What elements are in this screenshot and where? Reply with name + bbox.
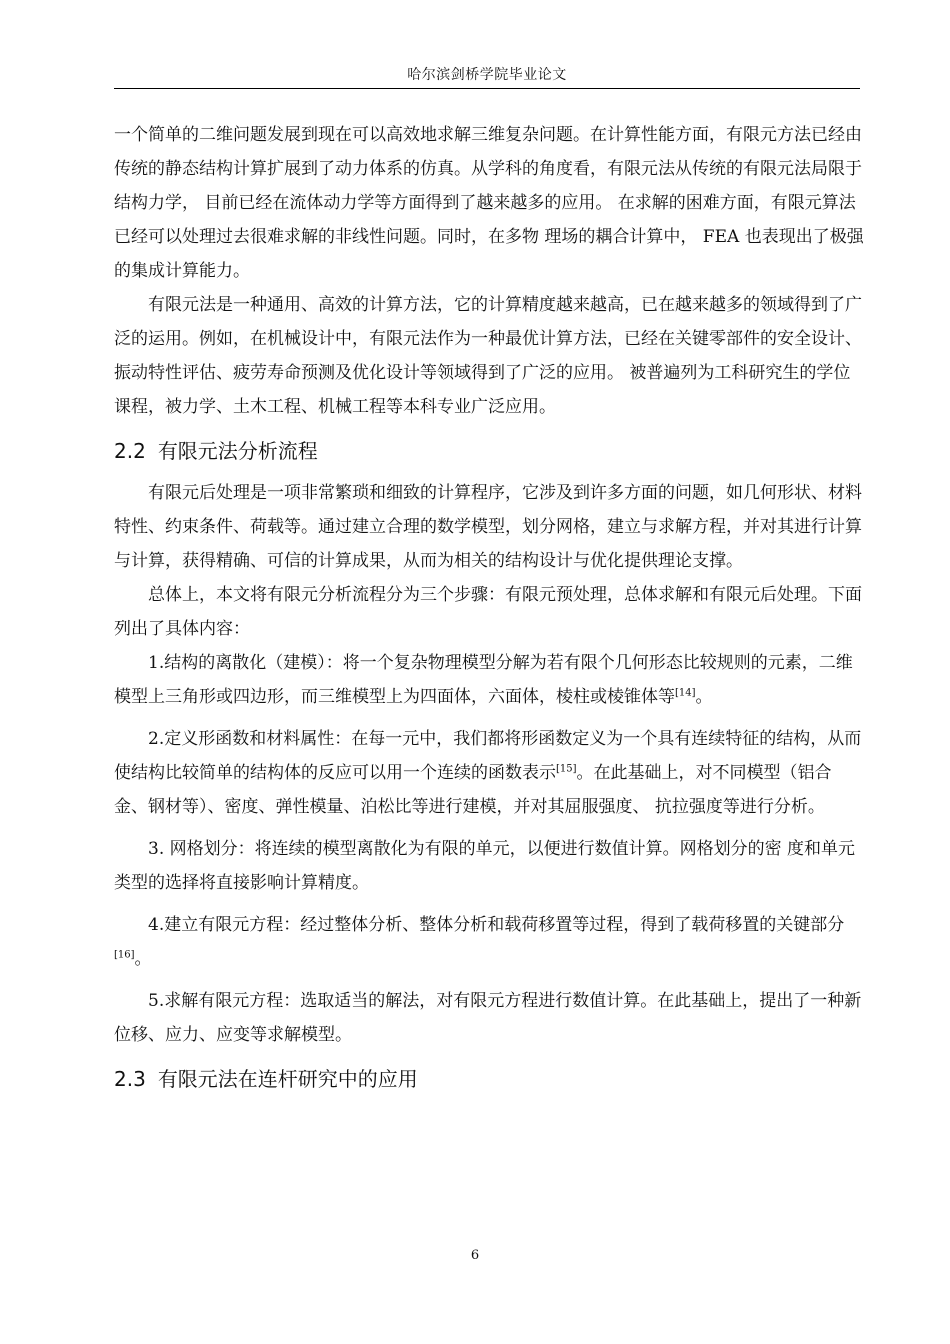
paragraph-2: 有限元法是一种通用、高效的计算方法，它的计算精度越来越高，已在越来越多的领域得到了广泛的运用。例如，在机械设计中，有限元法作为一种最优计算方法，已经在关键零部件的安全设计、振动特性评估、疲劳寿命预测及优化设计等领域得到了广泛的应用。 被普遍列为工科研究生的学位课程，被力学、土木工程、机械工程等本科专业广泛应用。 bbox=[114, 295, 862, 417]
section-number: 2.3 bbox=[114, 1067, 146, 1091]
citation-15: [15] bbox=[556, 763, 577, 775]
step-1 bbox=[114, 646, 864, 714]
paragraph-4: 总体上，本文将有限元分析流程分为三个步骤：有限元预处理，总体求解和有限元后处理。下面列出了具体内容： bbox=[114, 585, 862, 639]
step-4 bbox=[114, 908, 864, 976]
step-4-end: 。 bbox=[134, 949, 152, 969]
section-heading-2-2 bbox=[114, 434, 864, 468]
section-heading-2-3 bbox=[114, 1062, 864, 1096]
section-title: 有限元法在连杆研究中的应用 bbox=[157, 1067, 418, 1091]
section-title: 有限元法分析流程 bbox=[157, 439, 318, 463]
step-1-text: 1.结构的离散化（建模）：将一个复杂物理模型分解为若有限个几何形态比较规则的元素，二维模型上三角形或四边形，而三维模型上为四面体，六面体，棱柱或棱锥体等 bbox=[114, 653, 853, 707]
step-4-text: 4.建立有限元方程：经过整体分析、整体分析和载荷移置等过程，得到了载荷移置的关键部分 bbox=[148, 915, 845, 935]
paragraph-1: 一个简单的二维问题发展到现在可以高效地求解三维复杂问题。在计算性能方面，有限元方法已经由传统的静态结构计算扩展到了动力体系的仿真。从学科的角度看，有限元法从传统的有限元法局限于结构力学， 目前已经在流体动力学等方面得到了越来越多的应用。 在求解的困难方面，有限元算法已经可以处理过去很难求解的非线性问题。同时，在多物 理场的耦合计算中， FEA 也表现出了极强的集成计算能力。 bbox=[114, 125, 864, 281]
page-body bbox=[114, 118, 864, 1104]
step-3: 3. 网格划分：将连续的模型离散化为有限的单元，以便进行数值计算。网格划分的密 度和单元类型的选择将直接影响计算精度。 bbox=[114, 839, 856, 893]
citation-14: [14] bbox=[675, 687, 696, 699]
step-2 bbox=[114, 722, 864, 824]
step-5: 5.求解有限元方程：选取适当的解法，对有限元方程进行数值计算。在此基础上，提出了一种新位移、应力、应变等求解模型。 bbox=[114, 991, 862, 1045]
header-rule bbox=[114, 88, 860, 89]
paragraph-3: 有限元后处理是一项非常繁琐和细致的计算程序，它涉及到许多方面的问题，如几何形状、材料特性、约束条件、荷载等。通过建立合理的数学模型，划分网格，建立与求解方程，并对其进行计算与计算，获得精确、可信的计算成果，从而为相关的结构设计与优化提供理论支撑。 bbox=[114, 483, 862, 571]
step-2-rest: 。在此基础上，对不同模型（铝合金、钢材等）、密度、弹性模量、泊松比等进行建模，并对其屈服强度、 抗拉强度等进行分析。 bbox=[114, 763, 832, 817]
citation-16: [16] bbox=[114, 949, 135, 961]
step-1-end: 。 bbox=[695, 687, 713, 707]
page-number: 6 bbox=[470, 1248, 480, 1263]
page-header: 哈尔滨剑桥学院毕业论文 bbox=[407, 67, 567, 83]
step-2-text: 2.定义形函数和材料属性：在每一元中，我们都将形函数定义为一个具有连续特征的结构，从而使结构比较简单的结构体的反应可以用一个连续的函数表示 bbox=[114, 729, 862, 783]
section-number: 2.2 bbox=[114, 439, 146, 463]
